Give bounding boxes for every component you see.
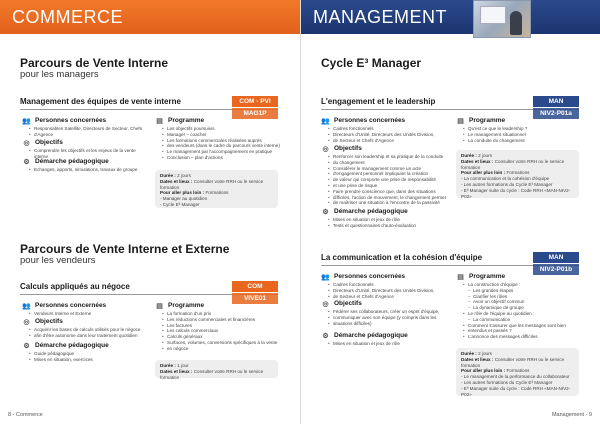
header-title: MANAGEMENT [313,7,448,27]
list-item: • Manager – coacher [167,132,280,138]
target-icon: ◎ [322,300,329,308]
objectifs-block: ◎ Objectifs • Acquérir les bases de calculs utilisés pour le négoce • afin d'être autonome dans leur traitement quotidien [22,317,147,339]
personnes-block: 👥 Personnes concernées • Responsables Satellite, Directeurs de Secteur, Chefs • d'Agence [22,116,147,138]
target-icon: ◎ [23,139,30,147]
programme-list [456,282,581,340]
people-icon: 👥 [321,117,330,125]
list-item: • situations difficiles) [333,321,451,327]
info-text: Formations [505,170,530,176]
info-label: Durée : [160,363,176,368]
list-item: • Les formations commerciales réalisées auprès [167,138,280,144]
list-item: • La construction d'équipe : [468,282,581,288]
personnes-list [321,126,451,143]
info-text: - E³ Manager suite du cycle : Code RRH «MAN-NIV2-P02» [461,187,571,199]
personnes-block: 👥 Personnes concernées • Vendeurs Interne et Externe [22,301,147,317]
list-item: • Le management situationnel [468,132,581,138]
whiteboard-image [480,6,506,24]
demarche-list [321,341,451,347]
header-title: COMMERCE [12,7,123,27]
list-item: • Vendeurs Interne et Externe [34,311,147,317]
list-item: • Directeurs d'Unité, Directeurs des Unités Division, [333,132,451,138]
list-item: • de Secteur et Chefs d'Agence [333,138,451,144]
info-label: Durée : [461,153,477,158]
info-text: - Le management de la performance du collaborateur [461,374,570,380]
people-icon: 👥 [22,117,31,125]
info-box [155,360,278,378]
course-title: Calculs appliqués au négoce [20,282,130,291]
course-code-tag: NIV2-P01b [533,264,579,275]
info-label: Pour aller plus loin : [461,170,506,176]
personnes-list [22,311,147,317]
course-code-tag: COM - PVI [232,96,278,107]
list-item: • Surfaces, volumes, conversions spécifiques à la vente [167,340,280,346]
list-item: • Acquérir les bases de calculs utilisés pour le négoce [34,327,147,333]
list-item: • Echanges, apports, simulations, travaux de groupe [34,167,147,173]
list-item: • du changement [333,160,451,166]
demarche-block: ⚙ Démarche pédagogique • Guide pédagogique • Mises en situation, exercices [22,341,147,363]
list-item: • de Secteur et Chefs d'Agence [333,294,451,300]
info-text: 2 jours [476,351,492,356]
list-item: • Conclusion – plan d'actions [167,155,280,161]
programme-block: ▤ Programme • Qu'est ce que le leadership ? • Le management situationnel • La conduite du changement [456,116,581,143]
list-item: – La communication [468,317,581,323]
info-text: - Les autres formations du Cycle E³ Manager [461,379,553,385]
course-header [20,281,278,302]
course-code-tag: MAN [533,252,579,263]
people-icon: 👥 [321,273,330,281]
list-item: • d'Agence [34,132,147,138]
personnes-block: 👥 Personnes concernées • Cadres fonctionnels • Directeurs d'Unité, Directeurs des Unités Division, • de Secteur et Chefs d'Agence [321,272,451,299]
pedagogy-icon: ⚙ [23,342,30,350]
personnes-block: 👥 Personnes concernées • Cadres fonctionnels • Directeurs d'Unité, Directeurs des Unités Division, • de Secteur et Chefs d'Agence [321,116,451,143]
list-item: • difficiles, l'action de mouvement, le changement permet [333,195,451,201]
course-title: La communication et la cohésion d'équipe [321,253,483,262]
course-header [321,96,579,117]
document-icon: ▤ [457,117,464,125]
info-text: Consulter votre RRH ou le service formation [160,178,264,190]
course-title: Management des équipes de vente interne [20,97,181,106]
info-text: 1 jour [175,363,189,368]
list-item: • communiquer avec son équipe (y compris dans les [333,315,451,321]
info-line [461,159,574,171]
objectifs-list [22,327,147,339]
list-item: • Renforcer son leadership et sa pratique de la conduite [333,154,451,160]
management-header [301,0,600,34]
course-code-tag: NIV2-P01a [533,108,579,119]
info-text: Consulter votre RRH ou le service formation [160,368,264,380]
list-item: • Les factures [167,323,280,329]
course-code-tag: VIVE01 [232,293,278,304]
list-item: • Responsables Satellite, Directeurs de Secteur, Chefs [34,126,147,132]
demarche-block: ⚙ Démarche pédagogique • Mises en situation et jeux de rôle [321,331,451,347]
list-item: • Considérer le management comme un acte [333,166,451,172]
section-subtitle: pour les managers [20,69,99,80]
objectifs-block: ◎ Objectifs • Renforcer son leadership et sa pratique de la conduite • du changement • Considérer le management comme un acte • d'engagement personnel impliquant la création • de valeur qui comporte une prise de responsabilité • et une prise de risque • Faire prendre conscience que, dans des situations • difficiles, l'action de mouvement, le changement permet • de maîtriser une situation à l'encontre de la passivité [321,144,451,206]
commerce-header [0,0,300,34]
list-item: • Guide pédagogique [34,351,147,357]
info-box [155,170,278,208]
demarche-list [22,167,147,173]
section-title: Cycle E³ Manager [321,56,422,70]
objectifs-block: ◎ Objectifs • Fédérer ses collaborateurs, créer un esprit d'équipe, • communiquer avec son équipe (y compris dans les • situations difficiles) [321,299,451,326]
info-label: Dates et lieux : [461,356,494,362]
info-text: Formations [505,368,530,374]
list-item: – Clarifier les rôles [468,294,581,300]
list-item: – Les grandes étapes [468,288,581,294]
list-item: • Directeurs d'Unité, Directeurs des Unités Division, [333,288,451,294]
list-item: • afin d'être autonome dans leur traitement quotidien [34,333,147,339]
list-item: • entendus et passés ? [468,328,581,334]
info-line [461,357,574,369]
info-text: - E³ Manager suite du cycle : Code RRH «MAN-NIV2-P02» [461,385,571,397]
info-label: Dates et lieux : [461,158,494,164]
list-item: • Calculs généraux [167,334,280,340]
course-header [20,96,278,117]
document-icon: ▤ [457,273,464,281]
document-icon: ▤ [156,117,163,125]
target-icon: ◎ [322,145,329,153]
info-text: 2 jours [476,153,492,158]
list-item: • de valeur qui comporte une prise de responsabilité [333,177,451,183]
list-item: • Le management par l'accompagnement en pratique [167,149,280,155]
list-item: • Les calculs commerciaux [167,328,280,334]
info-text: 2 jours [175,173,191,178]
pedagogy-icon: ⚙ [322,208,329,216]
section-title: Parcours de Vente Interne et Externe [20,242,230,256]
demarche-block: ⚙ Démarche pédagogique • Echanges, apports, simulations, travaux de groupe [22,157,147,173]
list-item: • Mises en situation et jeux de rôle [333,341,451,347]
right-page [300,0,600,424]
info-line [461,188,574,200]
info-label: Pour aller plus loin : [160,190,205,196]
list-item: • en négoce [167,346,280,352]
list-item: – La dynamique de groupe [468,305,581,311]
list-item: • Comprendre les objectifs et les enjeux de la vente interne [34,148,147,160]
section-title: Parcours de Vente Interne [20,56,169,70]
course-code-tag: MAN [533,96,579,107]
info-box [456,348,579,396]
info-label: Durée : [461,351,477,356]
info-text: - La communication et la cohésion d'équipe [461,176,550,182]
programme-block: ▤ Programme • La construction d'équipe : – Les grandes étapes – Clarifier les rôles – Avoir un objectif commun – La dynamique de groupe • Le rôle de l'équipe au quotidien : – La communication • Comment s'assurer que les messages sont bien • entendus et passés ? • L'annonce des messages difficiles [456,272,581,340]
programme-list [155,311,280,352]
list-item: • Qu'est ce que le leadership ? [468,126,581,132]
programme-list [456,126,581,143]
list-item: • Tests et questionnaires d'auto-évaluation [333,223,451,229]
people-icon: 👥 [22,302,31,310]
info-box [456,150,579,198]
objectifs-list [321,309,451,326]
info-text: - Manager au quotidien [160,196,208,202]
info-text: - Les autres formations du Cycle E³ Manager [461,181,553,187]
info-line [160,179,273,191]
list-item: • La formation d'un prix [167,311,280,317]
info-text: - Cycle E³ Manager [160,201,200,207]
list-item: • Le rôle de l'équipe au quotidien : [468,311,581,317]
pedagogy-icon: ⚙ [322,332,329,340]
course-header [321,252,579,273]
info-label: Pour aller plus loin : [461,368,506,374]
info-line [461,386,574,398]
list-item: • Mises en situation, exercices [34,357,147,363]
info-label: Dates et lieux : [160,368,193,374]
list-item: • Fédérer ses collaborateurs, créer un esprit d'équipe, [333,309,451,315]
programme-list [155,126,280,161]
list-item: • La conduite du changement [468,138,581,144]
target-icon: ◎ [23,318,30,326]
pedagogy-icon: ⚙ [23,158,30,166]
info-text: Consulter votre RRH ou le service formation [461,158,565,170]
info-line [160,369,273,381]
info-label: Durée : [160,173,176,178]
list-item: • Cadres fonctionnels [333,126,451,132]
course-code-tag: MAG1P [232,108,278,119]
demarche-list [22,351,147,363]
list-item: • Mises en situation et jeux de rôle [333,217,451,223]
list-item: • d'engagement personnel impliquant la création [333,171,451,177]
list-item: • L'annonce des messages difficiles [468,334,581,340]
info-line [160,202,273,208]
section-subtitle: pour les vendeurs [20,255,96,266]
list-item: • Cadres fonctionnels [333,282,451,288]
list-item: • Les objectifs poursuivis [167,126,280,132]
list-item: • de maîtriser une situation à l'encontre de la passivité [333,200,451,206]
demarche-block: ⚙ Démarche pédagogique • Mises en situation et jeux de rôle • Tests et questionnaires d'auto-évaluation [321,207,451,229]
programme-block: ▤ Programme • La formation d'un prix • Les réductions commerciales et financières • Les factures • Les calculs commerciaux • Calculs généraux • Surfaces, volumes, conversions spécifiques à la vente • en négoce [155,301,280,352]
demarche-list [321,217,451,229]
info-label: Dates et lieux : [160,178,193,184]
header-photo [473,0,531,38]
list-item: • des vendeurs (dans le cadre du parcours vente interne) [167,143,280,149]
page-footer: 8 - Commerce [8,412,43,418]
objectifs-list [321,154,451,206]
course-code-tag: COM [232,281,278,292]
info-text: Consulter votre RRH ou le service formation [461,356,565,368]
personnes-list [321,282,451,299]
document-icon: ▤ [156,302,163,310]
list-item: • Faire prendre conscience que, dans des situations [333,189,451,195]
presenter-image [510,11,522,35]
course-title: L'engagement et le leadership [321,97,436,106]
programme-block: ▤ Programme • Les objectifs poursuivis • Manager – coacher • Les formations commerciales réalisées auprès • des vendeurs (dans le cadre du parcours vente interne) • Le management par l'accompagnement en pratique • Conclusion – plan d'actions [155,116,280,161]
personnes-list [22,126,147,138]
list-item: • Comment s'assurer que les messages sont bien [468,323,581,329]
info-text: Formations [204,190,229,196]
list-item: – Avoir un objectif commun [468,299,581,305]
list-item: • et une prise de risque [333,183,451,189]
objectifs-block: ◎ Objectifs • Comprendre les objectifs et les enjeux de la vente interne [22,138,147,160]
list-item: • Les réductions commerciales et financières [167,317,280,323]
page-footer: Management - 9 [551,412,592,418]
